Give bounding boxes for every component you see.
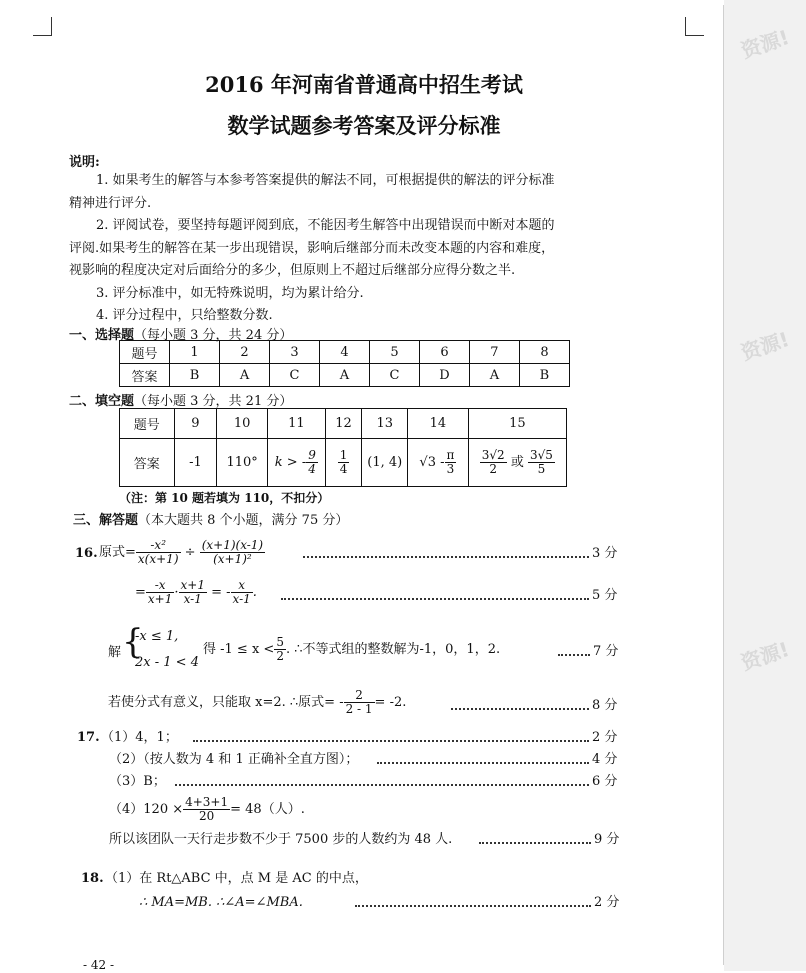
- question-number: 6: [419, 341, 469, 364]
- q16-final-text: 若使分式有意义，只能取 x=2. ∴原式= -: [108, 695, 344, 710]
- q17-part2: （2）（按人数为 4 和 1 正确补全直方图）；: [109, 752, 359, 767]
- answer-15-fraction-2: [528, 449, 555, 476]
- question-number: 7: [469, 341, 519, 364]
- score: 5 分: [592, 588, 618, 603]
- question-number: 10: [217, 409, 268, 439]
- dot-leader: [193, 740, 589, 742]
- divide-operator: ÷: [184, 545, 196, 560]
- fraction: [136, 539, 181, 566]
- choice-answer-table: [119, 340, 570, 387]
- numerator: -x: [146, 579, 174, 593]
- dot-leader: [281, 598, 589, 600]
- page-subtitle: 数学试题参考答案及评分标准: [227, 113, 501, 138]
- denominator: x(x+1): [137, 552, 179, 566]
- denominator: 3: [446, 462, 455, 476]
- q17-part4-pre: （4）120 ×: [109, 802, 184, 817]
- fraction: [179, 579, 207, 606]
- question-number: 1: [170, 341, 220, 364]
- q17-label: 17.: [77, 730, 100, 745]
- document-page: [5, 5, 724, 972]
- dot-leader: [303, 556, 589, 558]
- fraction: [274, 636, 286, 663]
- answer-cell: C: [270, 364, 320, 387]
- q18-part1: （1）在 Rt△ABC 中，点 M 是 AC 的中点，: [105, 871, 368, 886]
- q16-final-result: = -2.: [374, 695, 407, 710]
- question-number: 2: [220, 341, 270, 364]
- score: 2 分: [592, 730, 618, 745]
- denominator: x-1: [232, 592, 251, 606]
- fill-answer-table: [119, 408, 567, 487]
- dot-leader: [355, 905, 591, 907]
- numerator: 5: [276, 635, 284, 649]
- dot-leader: [451, 708, 589, 710]
- denominator: 20: [198, 809, 215, 823]
- note-2c: 视影响的程度决定对后面给分的多少，但原则上不超过后继部分应得分数之半.: [69, 263, 516, 278]
- numerator: x: [231, 579, 253, 593]
- watermark: 资源!: [737, 24, 793, 63]
- multiply-dot: ·: [174, 585, 179, 600]
- denominator: 2: [489, 462, 498, 476]
- answer-12-fraction: [338, 449, 350, 476]
- fraction: [200, 539, 265, 566]
- denominator: (x+1)²: [213, 552, 252, 566]
- fraction: [231, 579, 253, 606]
- answer-14-fraction: [445, 449, 457, 476]
- numerator: π: [446, 448, 455, 462]
- page-title: 2016 年河南省普通高中招生考试: [205, 72, 523, 97]
- answer-cell: -1: [174, 439, 217, 487]
- equals-neg: = -: [211, 585, 231, 600]
- answer-cell: (1, 4): [362, 439, 408, 487]
- inequality-1: -x ≤ 1,: [135, 629, 179, 644]
- numerator: -x²: [136, 539, 181, 553]
- notes-heading: 说明:: [69, 155, 100, 170]
- crop-mark: [33, 17, 52, 36]
- denominator: 4: [339, 462, 348, 476]
- question-number: 15: [468, 409, 566, 439]
- q16-solution: [203, 633, 500, 667]
- row-label-answer: 答案: [120, 439, 175, 487]
- fraction: [146, 579, 174, 606]
- answer-cell: [325, 439, 362, 487]
- denominator: 4: [308, 462, 316, 476]
- question-number: 4: [320, 341, 370, 364]
- q17-part3: （3）B；: [109, 774, 166, 789]
- note-2b: 评阅.如果考生的解答在某一步出现错误，影响后继部分而未改变本题的内容和难度，: [69, 241, 555, 256]
- answer-cell: B: [170, 364, 220, 387]
- question-number: 5: [369, 341, 419, 364]
- q16-label: 16.: [75, 546, 98, 561]
- note-2a: 2. 评阅试卷，要坚持每题评阅到底，不能因考生解答中出现错误而中断对本题的: [96, 218, 555, 233]
- inequality-2: 2x - 1 < 4: [135, 655, 199, 670]
- section1-note: （每小题 3 分，共 24 分）: [134, 328, 293, 343]
- watermark: 资源!: [737, 636, 793, 675]
- answer-cell: [468, 439, 566, 487]
- note-4: 4. 评分过程中，只给整数分数.: [96, 308, 273, 323]
- section2-footnote: （注：第 10 题若填为 110，不扣分）: [119, 491, 330, 505]
- solution-range: 得 -1 ≤ x <: [203, 642, 275, 657]
- answer-cell: D: [419, 364, 469, 387]
- equals: =: [135, 585, 146, 600]
- answer-cell: B: [519, 364, 569, 387]
- dot-leader: [558, 654, 590, 656]
- question-number: 13: [362, 409, 408, 439]
- q17-part1: （1）4，1；: [101, 730, 178, 745]
- note-1b: 精神进行评分.: [69, 196, 152, 211]
- numerator: (x+1)(x-1): [201, 538, 264, 552]
- denominator: 2: [276, 649, 284, 663]
- section3-title: [73, 513, 348, 529]
- question-number: 11: [268, 409, 326, 439]
- numerator: 9: [308, 448, 316, 462]
- question-number: 9: [174, 409, 217, 439]
- crop-mark: [685, 17, 704, 36]
- denominator: x+1: [147, 592, 173, 606]
- brace: {: [122, 622, 144, 662]
- row-label-number: 题号: [120, 409, 175, 439]
- answer-cell: C: [369, 364, 419, 387]
- row-label-answer: 答案: [120, 364, 170, 387]
- numerator: x+1: [180, 578, 205, 592]
- row-label-number: 题号: [120, 341, 170, 364]
- question-number: 8: [519, 341, 569, 364]
- q16-line2: [135, 576, 257, 610]
- score: 8 分: [592, 698, 618, 713]
- note-3: 3. 评分标准中，如无特殊说明，均为累计给分.: [96, 286, 364, 301]
- numerator: 3√2: [481, 448, 505, 462]
- q17-conclusion: 所以该团队一天行走步数不少于 7500 步的人数约为 48 人.: [109, 832, 453, 847]
- section1-heading: 一、选择题: [69, 328, 135, 343]
- q17-part4-post: = 48（人）.: [230, 802, 305, 817]
- q16-line4: [108, 686, 406, 720]
- numerator: 3√5: [529, 448, 553, 462]
- answer-11-prefix: k > -: [274, 455, 307, 470]
- score: 7 分: [593, 644, 619, 659]
- watermark: 资源!: [737, 326, 793, 365]
- question-number: 12: [325, 409, 362, 439]
- denominator: 5: [537, 462, 546, 476]
- question-number: 3: [270, 341, 320, 364]
- denominator: 2 - 1: [345, 702, 373, 716]
- dot-leader: [175, 784, 589, 786]
- score: 3 分: [592, 546, 618, 561]
- score: 9 分: [594, 832, 620, 847]
- answer-15-fraction-1: [480, 449, 507, 476]
- section2-heading: 二、填空题: [69, 394, 135, 409]
- answer-cell: A: [220, 364, 270, 387]
- note-1a: 1. 如果考生的解答与本参考答案提供的解法不同，可根据提供的解法的评分标准: [96, 173, 555, 188]
- numerator: 1: [339, 448, 348, 462]
- q16-line1: [99, 536, 265, 570]
- solve-label: 解: [108, 645, 122, 660]
- score: 2 分: [594, 895, 620, 910]
- answer-cell: [408, 439, 469, 487]
- question-number: 14: [408, 409, 469, 439]
- page-number: - 42 -: [83, 958, 115, 972]
- answer-cell: A: [469, 364, 519, 387]
- dot-leader: [479, 842, 591, 844]
- section3-note: （本大题共 8 个小题，满分 75 分）: [138, 513, 349, 528]
- fraction: [183, 796, 230, 823]
- numerator: 4+3+1: [185, 795, 229, 809]
- q18-part2: ∴ MA=MB. ∴∠A=∠MBA.: [139, 895, 303, 910]
- answer-15-or: 或: [510, 455, 524, 470]
- score: 4 分: [592, 752, 618, 767]
- numerator: 2: [344, 689, 375, 703]
- section3-heading: 三、解答题: [73, 513, 139, 528]
- period: .: [252, 585, 257, 600]
- integer-solutions: . ∴不等式组的整数解为-1，0，1，2.: [285, 642, 501, 657]
- answer-14-prefix: √3 -: [419, 455, 445, 470]
- answer-cell: [268, 439, 326, 487]
- answer-cell: 110°: [217, 439, 268, 487]
- answer-11-fraction: [306, 449, 318, 476]
- q17-part4: [109, 793, 305, 827]
- denominator: x-1: [183, 592, 202, 606]
- answer-cell: A: [320, 364, 370, 387]
- viewer-side-panel: [724, 0, 806, 971]
- q18-label: 18.: [81, 871, 104, 886]
- fraction: [344, 689, 375, 716]
- score: 6 分: [592, 774, 618, 789]
- section2-note: （每小题 3 分，共 21 分）: [134, 394, 293, 409]
- dot-leader: [377, 762, 589, 764]
- q16-prefix: 原式=: [99, 545, 136, 560]
